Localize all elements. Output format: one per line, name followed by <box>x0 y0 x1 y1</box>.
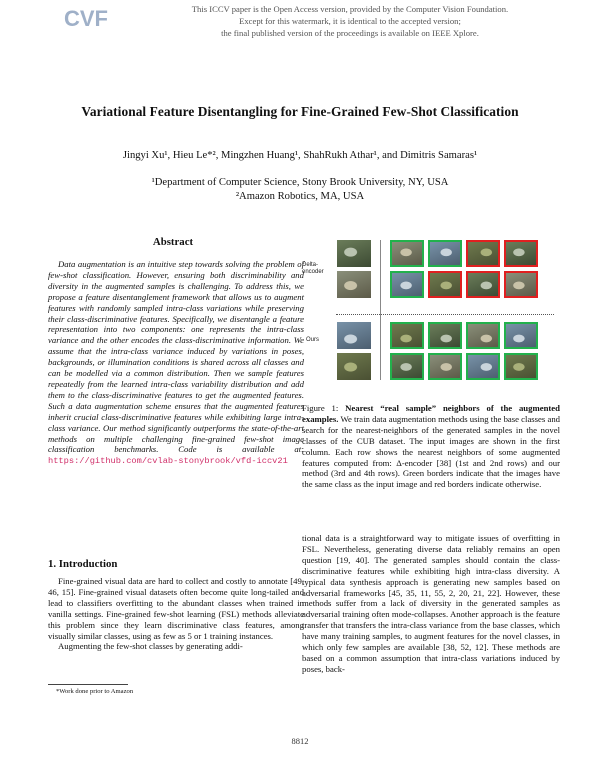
neighbor-bird-image <box>504 271 538 298</box>
input-bird-image <box>337 353 371 380</box>
intro-paragraph-1: Fine-grained visual data are hard to collect and costly to annotate [49, 46, 15]. Fine-grained visual datasets often become quite long-tailed and lead to classifiers overfitting to the abundant classes when trained in vanilla settings. Fine-grained few-shot learning (FSL) methods alleviate this problem since they learn discriminative class features, among visually similar classes, using as few as 5 or 1 training instances. <box>48 576 304 641</box>
figure-1 <box>302 240 554 390</box>
neighbor-bird-image <box>390 322 424 349</box>
neighbor-bird-image <box>390 271 424 298</box>
intro-paragraph-2: Augmenting the few-shot classes by generating addi- <box>58 641 243 652</box>
abstract-body <box>48 259 304 467</box>
neighbor-bird-image <box>428 353 462 380</box>
section-heading-introduction: 1. Introduction <box>48 558 118 570</box>
neighbor-bird-image <box>466 271 500 298</box>
code-link[interactable]: https://github.com/cvlab-stonybrook/vfd-iccv21 <box>48 456 288 467</box>
cvf-logo <box>62 4 112 32</box>
watermark-line: Except for this watermark, it is identical to the accepted version; <box>239 16 461 26</box>
watermark-line: the final published version of the proceedings is available on IEEE Xplore. <box>221 28 479 38</box>
input-bird-image <box>337 322 371 349</box>
neighbor-bird-image <box>390 240 424 267</box>
neighbor-bird-image <box>428 271 462 298</box>
neighbor-bird-image <box>428 322 462 349</box>
neighbor-bird-image <box>428 240 462 267</box>
abstract-text: Data augmentation is an intuitive step towards solving the problem of few-shot classification. However, ensuring both discriminability and diversity in the augmented samples is challenging. To address this, we propose a feature disentanglement framework that allows us to augment features with randomly sampled intra-class variations while preserving their class-discriminative features. Specifically, we disentangle a feature representation into two components: one represents the intra-class variance and the other encodes the class-discriminative information. We assume that the intra-class variance induced by variations in poses, backgrounds, or illumination conditions is shared across all classes and can be modelled via a common distribution. Then we sample features repeatedly from the learned intra-class variability distribution and add them to the class-discriminative features to get the augmented features. Such a data augmentation scheme ensures that the augmented features inherit crucial class-discriminative features while exhibiting large intra-class variance. Our method significantly outperforms the state-of-the-art methods on multiple challenging fine-grained few-shot image classification benchmarks. Code is available at: <box>48 259 304 455</box>
watermark-line: This ICCV paper is the Open Access version, provided by the Computer Vision Foundation. <box>191 4 509 14</box>
neighbor-bird-image <box>466 240 500 267</box>
figure-1-caption <box>302 403 560 490</box>
row-label-ours: Ours <box>306 337 320 343</box>
input-column-separator <box>380 240 381 380</box>
affiliations <box>30 176 570 204</box>
footnote-divider <box>48 684 128 685</box>
neighbor-bird-image <box>504 353 538 380</box>
author-list: Jingyi Xu¹, Hieu Le*², Mingzhen Huang¹, ShahRukh Athar¹, and Dimitris Samaras¹ <box>122 150 478 161</box>
paper-title: Variational Feature Disentangling for Fine-Grained Few-Shot Classification <box>81 104 519 119</box>
caption-bold: Nearest “real sample” neighbors of the augmented examples. <box>302 403 560 424</box>
svg-text:CVF: CVF <box>64 6 108 31</box>
footnote: *Work done prior to Amazon <box>56 688 134 695</box>
row-label-delta-encoder: Delta-encoder <box>302 262 324 275</box>
input-bird-image <box>337 240 371 267</box>
group-divider <box>336 314 554 315</box>
neighbor-bird-image <box>390 353 424 380</box>
neighbor-bird-image <box>504 322 538 349</box>
introduction-body <box>48 576 304 652</box>
page-number: 8812 <box>291 736 309 746</box>
caption-text: We train data augmentation methods using the base classes and search for the nearest-neighbors of the generated samples in the novel classes of the CUB dataset. The input images are shown in the first column. Each row shows the nearest neighbors of some augmented features computed from: Δ-encoder [38] (1st and 2nd rows) and our method (3rd and 4th rows). Green borders indicate that the images have the same class as the input image and red borders indicate otherwise. <box>302 413 561 490</box>
neighbor-bird-image <box>504 240 538 267</box>
neighbor-bird-image <box>466 353 500 380</box>
affiliation-1: ¹Department of Computer Science, Stony Brook University, NY, USA <box>151 177 449 188</box>
right-column-body: tional data is a straightforward way to mitigate issues of overfitting in FSL. Nevertheless, generating diverse data reliably remains an open question [19, 40]. The generated samples should contain the class-discriminative features while exhibiting high intra-class diversity. A typical data synthesis approach is generating new samples based on adversarial frameworks [45, 35, 11, 55, 2, 20, 21, 22]. However, these methods suffer from a lack of diversity in the generated samples as adversarial training often mode-collapses. Another approach is the feature transfer that transfers the intra-class variance from the base classes, which have many training samples, to augment features for the novel classes, in which only few samples are available [38, 52, 12]. These methods are based on a common assumption that intra-class variations induced by poses, back- <box>302 533 560 674</box>
abstract-heading: Abstract <box>152 236 194 248</box>
open-access-watermark <box>130 3 570 39</box>
input-bird-image <box>337 271 371 298</box>
affiliation-2: ²Amazon Robotics, MA, USA <box>235 191 365 202</box>
caption-label: Figure 1: <box>302 403 346 413</box>
neighbor-bird-image <box>466 322 500 349</box>
